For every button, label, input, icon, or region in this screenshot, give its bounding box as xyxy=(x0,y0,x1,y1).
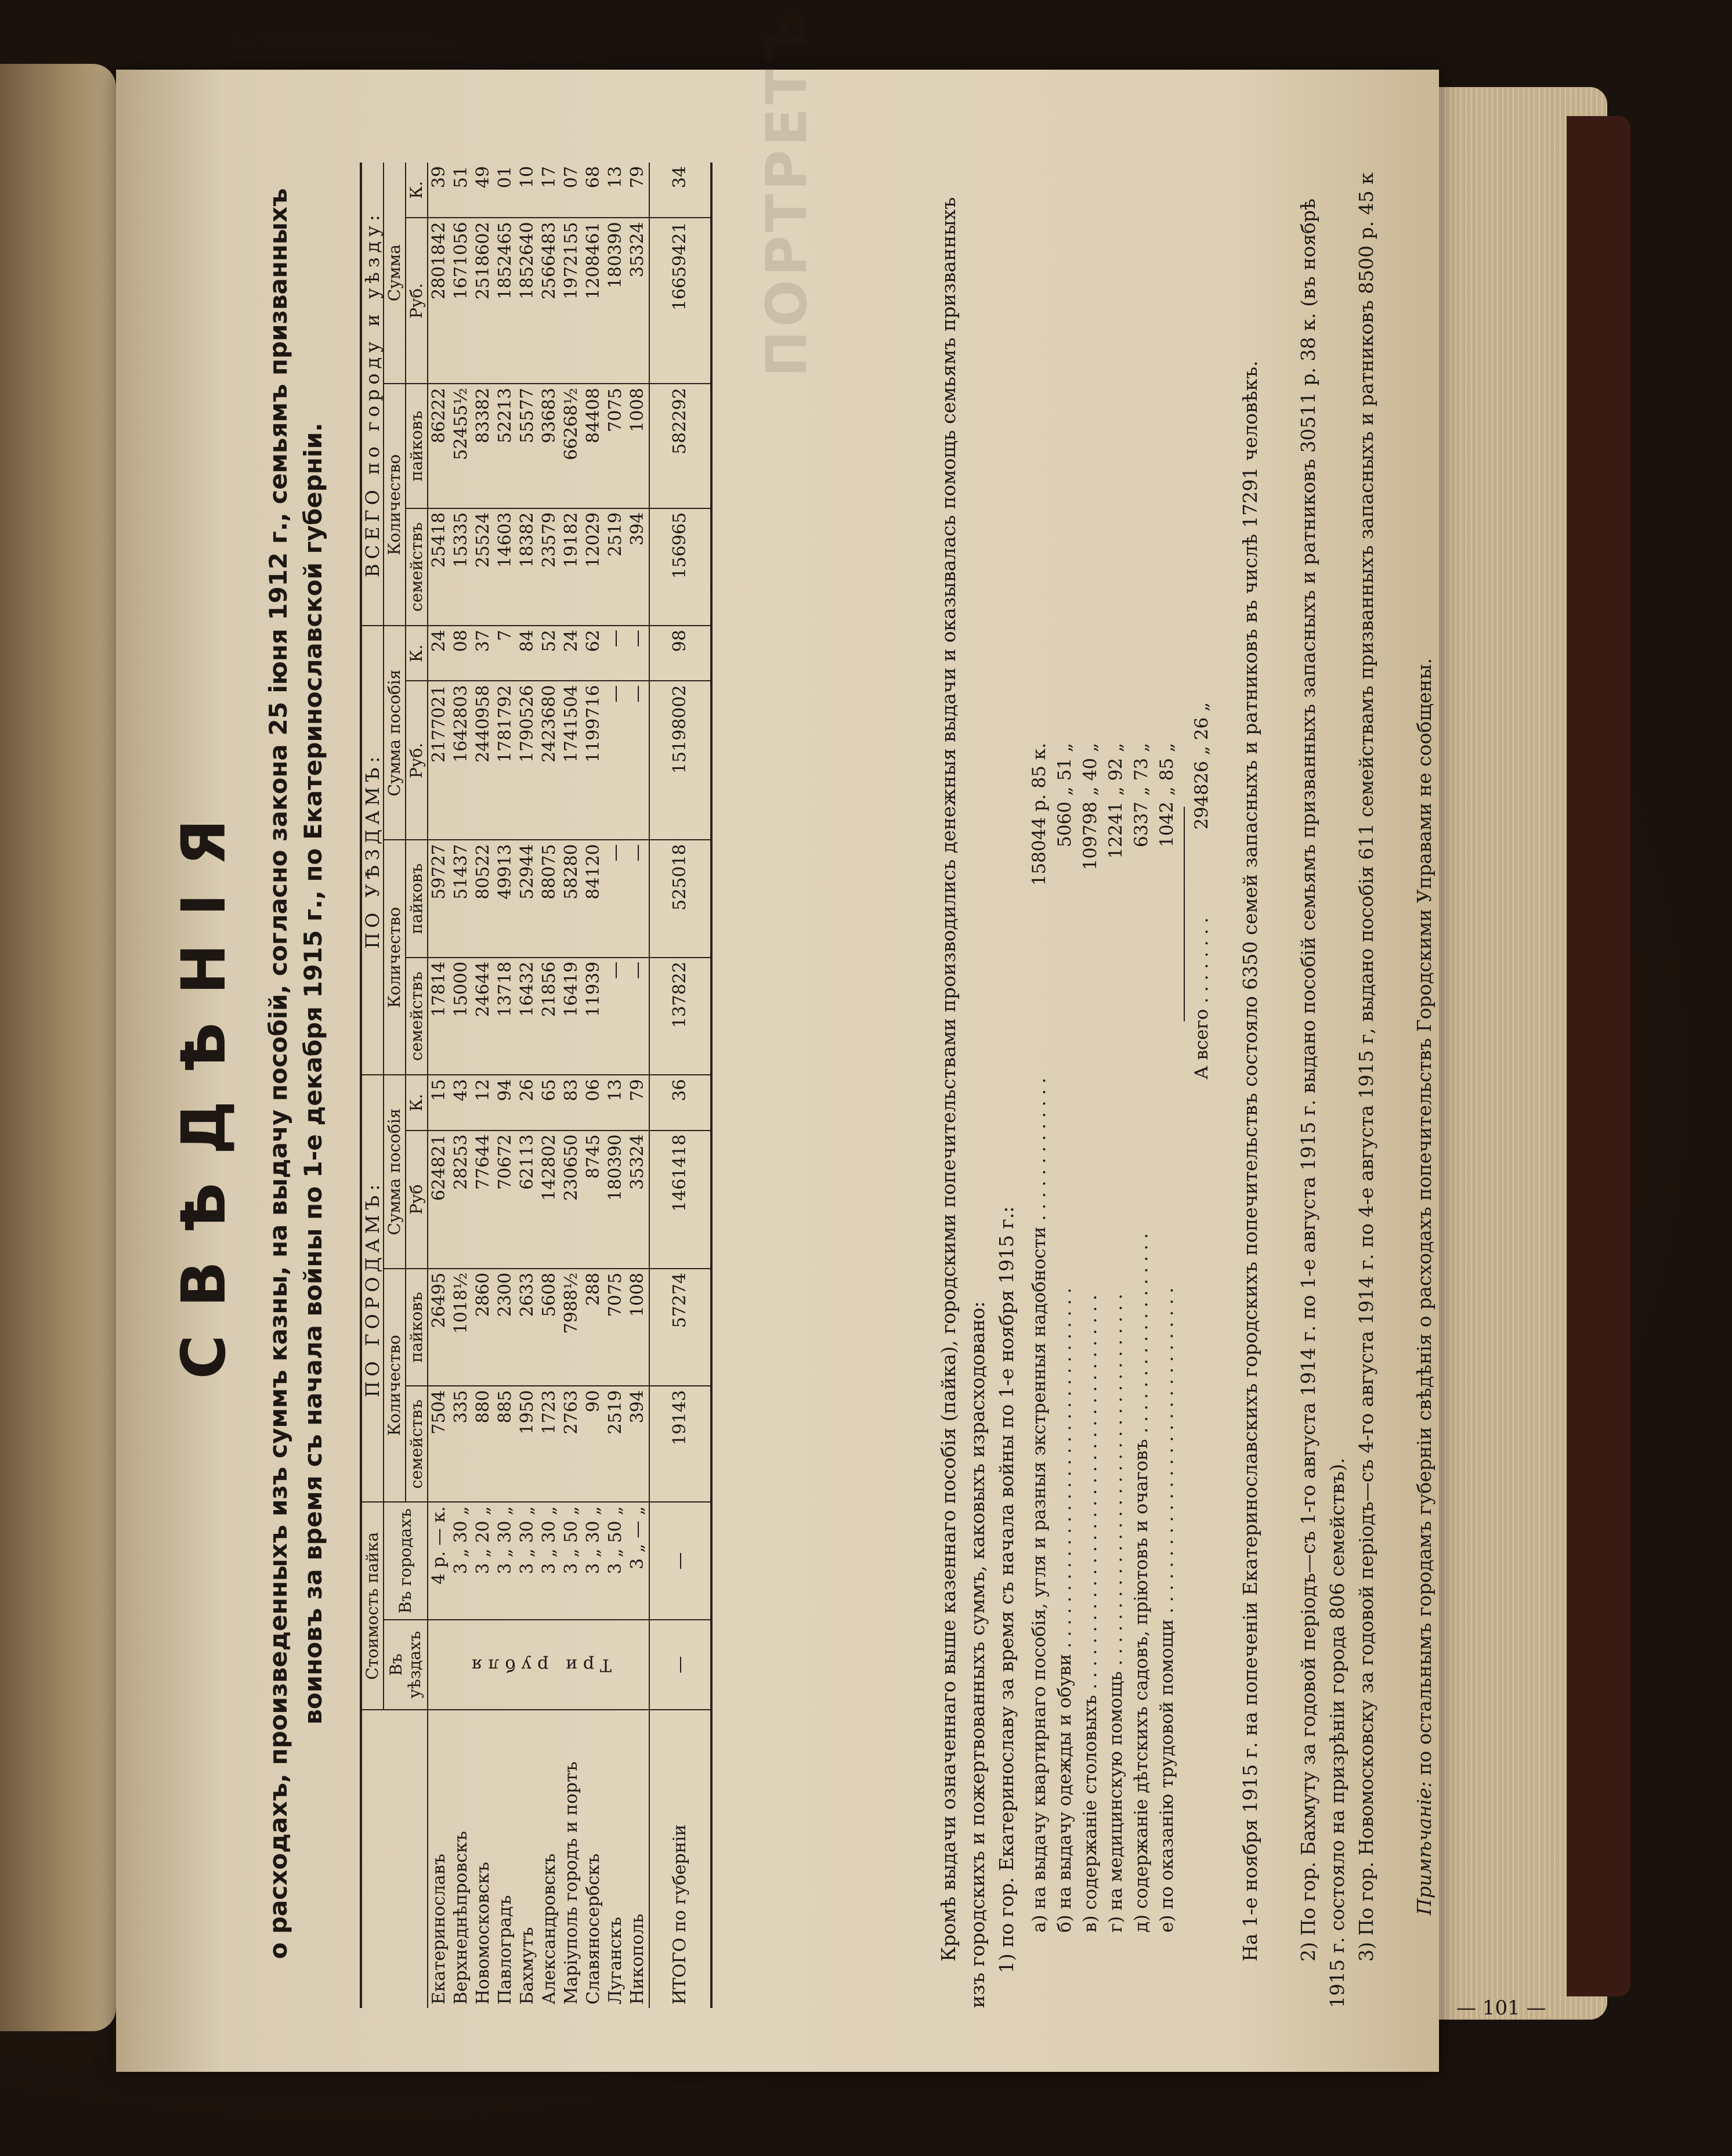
header-by-cities: ПО ГОРОДАМЪ: xyxy=(361,1075,384,1502)
uezd-cost-cell: Три рубля xyxy=(428,1620,649,1710)
cell-uf: 21856 xyxy=(538,958,561,1075)
row-name: Луганскъ xyxy=(605,1917,625,2005)
cell-ck: 06 xyxy=(583,1075,605,1130)
note-label: Примѣчаніе: xyxy=(1413,1781,1436,1915)
total-cell-tr: 582292 xyxy=(649,384,711,508)
expense-amount: 12241 „ 92 „ xyxy=(1105,743,1126,859)
cell-cr: 5608 xyxy=(538,1269,561,1386)
total-cell-trub: 16659421 xyxy=(649,218,711,384)
cell-urub: 1642803 xyxy=(450,681,472,840)
cell-tk: 17 xyxy=(538,162,561,218)
total-cell-cr: 57274 xyxy=(649,1269,711,1386)
header-total-rations: пайковъ xyxy=(406,384,428,508)
cell-uk: 37 xyxy=(472,626,494,681)
cell-uk: 84 xyxy=(516,626,538,681)
cell-crub: 142802 xyxy=(538,1131,561,1269)
row-name: Никополь xyxy=(627,1913,648,2005)
header-cost-city: Въ городахъ xyxy=(384,1502,428,1619)
cell-urub: 1790526 xyxy=(516,681,538,840)
cell-ur: 59727 xyxy=(428,840,450,957)
cell-tr: 66268½ xyxy=(561,384,583,508)
expense-total-row xyxy=(1189,696,1218,1451)
cell-uk: 24 xyxy=(428,626,450,681)
cell-ur: 88075 xyxy=(538,840,561,957)
cell-crub: 8745 xyxy=(583,1131,605,1269)
cell-ck: 12 xyxy=(472,1075,494,1130)
page-title: СВѢДѢНІЯ xyxy=(168,791,239,1379)
expense-item xyxy=(1027,714,1053,1933)
row-name: Славяносербскъ xyxy=(583,1853,603,2005)
cell-cf: 2763 xyxy=(561,1386,583,1502)
expense-item xyxy=(1078,714,1104,1933)
cell-ck: 79 xyxy=(627,1075,649,1130)
cell-uf: 17814 xyxy=(428,958,450,1075)
cell-urub: 1199716 xyxy=(583,681,605,840)
cell-tk: 68 xyxy=(583,162,605,218)
cell-ur: 51437 xyxy=(450,840,472,957)
cell-cf: 394 xyxy=(627,1386,649,1502)
city-cost-cell: 4 р. — к. xyxy=(428,1502,450,1619)
header-uezd-amount: Сумма пособія xyxy=(384,626,406,840)
expense-item xyxy=(1104,714,1129,1933)
total-cell-crub: 1461418 xyxy=(649,1131,711,1269)
cell-tr: 52213 xyxy=(494,384,516,508)
cell-uk: 08 xyxy=(450,626,472,681)
cell-ur: — xyxy=(627,840,649,957)
note xyxy=(1410,162,1439,2008)
total-cell-uk: 98 xyxy=(649,626,711,681)
city-cost-cell: 3 „ 50 „ xyxy=(561,1502,583,1619)
table-row xyxy=(627,162,649,2008)
cell-tk: 49 xyxy=(472,162,494,218)
cell-tr: 1008 xyxy=(627,384,649,508)
header-uezd-qty: Количество xyxy=(384,840,406,1075)
sum-line xyxy=(1184,807,1185,1021)
left-page-edge xyxy=(0,64,116,2031)
table-row xyxy=(583,162,605,2008)
cell-uf: — xyxy=(605,958,627,1075)
cell-trub: 2566483 xyxy=(538,218,561,384)
cell-uk: 62 xyxy=(583,626,605,681)
cell-trub: 1671056 xyxy=(450,218,472,384)
header-total: ВСЕГО по городу и уѣзду: xyxy=(361,162,384,626)
cell-tk: 51 xyxy=(450,162,472,218)
header-city-qty: Количество xyxy=(384,1269,406,1503)
cell-tr: 83382 xyxy=(472,384,494,508)
cell-ck: 65 xyxy=(538,1075,561,1130)
row-name: Бахмутъ xyxy=(517,1927,537,2005)
cell-tf: 19182 xyxy=(561,508,583,626)
city-cost-cell: 3 „ 30 „ xyxy=(450,1502,472,1619)
cell-uk: — xyxy=(627,626,649,681)
page-subtitle: о расходахъ, произведенныхъ изъ суммъ казны, на выдачу пособій, согласно закона 25 іюня 1912 г., семьямъ призванныхъ воиновъ за время съ начала войны по 1-е декабря 1915 г., по Екатеринославской губерніи. xyxy=(264,188,327,1959)
header-city-amount: Сумма пособія xyxy=(384,1075,406,1268)
cell-uf: 16419 xyxy=(561,958,583,1075)
header-by-uezds: ПО УѢЗДАМЪ: xyxy=(361,626,384,1075)
cell-trub: 1852465 xyxy=(494,218,516,384)
bleed-through-text: ПОРТРЕТЪ xyxy=(754,7,819,377)
header-cost: Стоимость пайка xyxy=(361,1502,384,1710)
row-name: Маріуполь городъ и портъ xyxy=(561,1761,581,2005)
header-total-amount: Сумма xyxy=(384,162,406,384)
table-row xyxy=(494,162,516,2008)
table-row xyxy=(538,162,561,2008)
cell-uf: 11939 xyxy=(583,958,605,1075)
header-total-qty: Количество xyxy=(384,384,406,626)
cell-uk: — xyxy=(605,626,627,681)
table-row xyxy=(605,162,627,2008)
cell-urub: 2440958 xyxy=(472,681,494,840)
city-cost-cell: 3 „ 30 „ xyxy=(538,1502,561,1619)
cell-tf: 25418 xyxy=(428,508,450,626)
cell-tr: 52455½ xyxy=(450,384,472,508)
cell-tk: 13 xyxy=(605,162,627,218)
header-uezd-rub: Руб. xyxy=(406,681,428,840)
cell-trub: 35324 xyxy=(627,218,649,384)
table-row xyxy=(428,162,450,2008)
cell-tf: 18382 xyxy=(516,508,538,626)
city-cost-cell: 3 „ 30 „ xyxy=(516,1502,538,1619)
total-cost-uezd: — xyxy=(649,1620,711,1710)
header-city-rations: пайковъ xyxy=(406,1269,428,1386)
cell-tk: 39 xyxy=(428,162,450,218)
note-text: по остальнымъ городамъ губерніи свѣдѣнія о расходахъ попечительствъ Городскими Управами не сообщены. xyxy=(1413,658,1436,1775)
expense-label: д) содержаніе дѣтскихъ садовъ, пріютовъ и очаговъ . . . . . . . . . . . . . . . . . . xyxy=(1131,1233,1152,1933)
cell-cr: 288 xyxy=(583,1269,605,1386)
cell-cr: 26495 xyxy=(428,1269,450,1386)
cell-tk: 07 xyxy=(561,162,583,218)
expense-amount: 6337 „ 73 „ xyxy=(1131,743,1152,848)
city-cost-cell: 3 „ 50 „ xyxy=(605,1502,627,1619)
rotated-document xyxy=(145,139,1546,2031)
cell-tf: 394 xyxy=(627,508,649,626)
cell-ck: 26 xyxy=(516,1075,538,1130)
cell-uk: 24 xyxy=(561,626,583,681)
total-row xyxy=(649,162,711,2008)
expense-item xyxy=(1053,714,1078,1933)
header-city-kop: К. xyxy=(406,1075,428,1130)
cell-uf: — xyxy=(627,958,649,1075)
cell-cf: 2519 xyxy=(605,1386,627,1502)
total-cell-tf: 156965 xyxy=(649,508,711,626)
row-name: Верхнеднѣпровскъ xyxy=(451,1830,471,2005)
city-cost-cell: 3 „ 30 „ xyxy=(583,1502,605,1619)
cell-cf: 1950 xyxy=(516,1386,538,1502)
expense-item xyxy=(1129,714,1155,1933)
header-total-families: семействъ xyxy=(406,508,428,626)
cell-cr: 1018½ xyxy=(450,1269,472,1386)
expense-amount: 158044 р. 85 к. xyxy=(1029,743,1050,886)
cell-uf: 24644 xyxy=(472,958,494,1075)
city-cost-cell: 3 „ — „ xyxy=(627,1502,649,1619)
cell-tk: 10 xyxy=(516,162,538,218)
header-total-rub: Руб. xyxy=(406,218,428,384)
cell-cr: 7075 xyxy=(605,1269,627,1386)
cell-crub: 70672 xyxy=(494,1131,516,1269)
header-uezd-families: семействъ xyxy=(406,958,428,1075)
cell-cf: 880 xyxy=(472,1386,494,1502)
cell-cf: 7504 xyxy=(428,1386,450,1502)
cell-cr: 2633 xyxy=(516,1269,538,1386)
cell-trub: 2801842 xyxy=(428,218,450,384)
total-cell-uf: 137822 xyxy=(649,958,711,1075)
header-uezd-kop: К. xyxy=(406,626,428,681)
cell-tr: 86222 xyxy=(428,384,450,508)
cell-trub: 1208461 xyxy=(583,218,605,384)
expense-total-amount: 294826 „ 26 „ xyxy=(1191,702,1212,830)
cell-crub: 28253 xyxy=(450,1131,472,1269)
expense-label: г) на медицинскую помощь . . . . . . . . . . . . . . . . . . . . . . . . . . . . . . . . . xyxy=(1105,1294,1126,1933)
cell-uf: 13718 xyxy=(494,958,516,1075)
book-cover xyxy=(1567,116,1630,1996)
cell-crub: 624821 xyxy=(428,1131,450,1269)
cell-uf: 16432 xyxy=(516,958,538,1075)
cell-crub: 230650 xyxy=(561,1131,583,1269)
header-uezd-rations: пайковъ xyxy=(406,840,428,957)
total-cost-city: — xyxy=(649,1502,711,1619)
cell-crub: 180390 xyxy=(605,1131,627,1269)
cell-trub: 2518602 xyxy=(472,218,494,384)
cell-ur: — xyxy=(605,840,627,957)
table-row xyxy=(450,162,472,2008)
expense-label: а) на выдачу квартирнаго пособія, угля и разныя экстренныя надобности . . . . . . . . . . . . . xyxy=(1029,1078,1050,1933)
expense-table xyxy=(360,162,713,2008)
expense-amount: 109798 „ 40 „ xyxy=(1080,743,1101,871)
cell-urub: 2177021 xyxy=(428,681,450,840)
total-cell-tk: 34 xyxy=(649,162,711,218)
cell-cf: 335 xyxy=(450,1386,472,1502)
paragraph-5: 3) По гор. Новомосковску за годовой періодъ—съ 4-го августа 1914 г. по 4-е августа 1915 г, выдано пособія 611 семействамъ призванныхъ запасныхъ и ратниковъ 8500 р. 45 к xyxy=(1355,172,1377,1962)
expense-total-label: А всего . . . . . . . . xyxy=(1191,917,1212,1079)
header-city-rub: Руб xyxy=(406,1131,428,1269)
header-cost-uezd: Въ уѣздахъ xyxy=(384,1620,428,1710)
total-cell-urub: 15198002 xyxy=(649,681,711,840)
cell-cr: 1008 xyxy=(627,1269,649,1386)
cell-tf: 2519 xyxy=(605,508,627,626)
cell-tk: 01 xyxy=(494,162,516,218)
cell-trub: 180390 xyxy=(605,218,627,384)
expense-label: в) содержаніе столовыхъ . . . . . . . . . . . . . . . . . . . . . . . . . . . . . . . . . . . xyxy=(1080,1294,1101,1933)
cell-cr: 2860 xyxy=(472,1269,494,1386)
cell-tr: 93683 xyxy=(538,384,561,508)
cell-tr: 7075 xyxy=(605,384,627,508)
cell-cf: 885 xyxy=(494,1386,516,1502)
header-name xyxy=(361,1710,428,2008)
cell-ck: 13 xyxy=(605,1075,627,1130)
cell-ur: 49913 xyxy=(494,840,516,957)
header-city-families: семействъ xyxy=(406,1386,428,1502)
cell-crub: 77644 xyxy=(472,1131,494,1269)
expense-item xyxy=(1155,714,1180,1933)
total-cell-cf: 19143 xyxy=(649,1386,711,1502)
city-cost-cell: 3 „ 30 „ xyxy=(494,1502,516,1619)
cell-tf: 14603 xyxy=(494,508,516,626)
cell-trub: 1852640 xyxy=(516,218,538,384)
expense-label: б) на выдачу одежды и обуви . . . . . . . . . . . . . . . . . . . . . . . . . . . . . . . . xyxy=(1054,1288,1075,1933)
cell-ur: 84120 xyxy=(583,840,605,957)
cell-ur: 80522 xyxy=(472,840,494,957)
row-name: Александровскъ xyxy=(539,1853,559,2005)
cell-tr: 84408 xyxy=(583,384,605,508)
header-total-kop: К. xyxy=(406,162,428,218)
expense-list xyxy=(1027,714,1213,1933)
cell-urub: 1781792 xyxy=(494,681,516,840)
cell-urub: — xyxy=(627,681,649,840)
cell-uk: 7 xyxy=(494,626,516,681)
cell-ck: 15 xyxy=(428,1075,450,1130)
cell-crub: 35324 xyxy=(627,1131,649,1269)
cell-tf: 12029 xyxy=(583,508,605,626)
cell-ck: 94 xyxy=(494,1075,516,1130)
table-row xyxy=(472,162,494,2008)
cell-ur: 52944 xyxy=(516,840,538,957)
row-name: Екатеринославъ xyxy=(429,1854,449,2005)
cell-tf: 25524 xyxy=(472,508,494,626)
cell-urub: 2423680 xyxy=(538,681,561,840)
table-row xyxy=(516,162,538,2008)
cell-cf: 1723 xyxy=(538,1386,561,1502)
paragraph-1: Кромѣ выдачи означеннаго выше казеннаго пособія (пайка), городскими попечительствами производились денежныя выдачи и оказывалась помощь семьямъ призванныхъ изъ городскихъ и пожертвованныхъ суммъ, каковыхъ израсходовано: xyxy=(937,197,989,2008)
expense-amount: 1042 „ 85 „ xyxy=(1156,743,1177,848)
cell-crub: 62113 xyxy=(516,1131,538,1269)
cell-ur: 58280 xyxy=(561,840,583,957)
row-name: Новомосковскъ xyxy=(473,1862,493,2005)
row-name: Павлоградъ xyxy=(495,1895,515,2005)
cell-uf: 15000 xyxy=(450,958,472,1075)
cell-trub: 1972155 xyxy=(561,218,583,384)
paragraph-2: 1) по гор. Екатеринославу за время съ начала войны по 1-е ноября 1915 г.: xyxy=(995,1206,1018,1973)
cell-urub: — xyxy=(605,681,627,840)
total-cell-ck: 36 xyxy=(649,1075,711,1130)
cell-tk: 79 xyxy=(627,162,649,218)
city-cost-cell: 3 „ 20 „ xyxy=(472,1502,494,1619)
cell-uk: 52 xyxy=(538,626,561,681)
cell-urub: 1741504 xyxy=(561,681,583,840)
cell-ck: 83 xyxy=(561,1075,583,1130)
cell-cf: 90 xyxy=(583,1386,605,1502)
paragraph-3: На 1-е ноября 1915 г. на попеченіи Екатеринославскихъ городскихъ попечительствъ состояло 6350 семей запасныхъ и ратниковъ въ числѣ 17291 человѣкъ. xyxy=(1239,360,1261,1962)
total-cell-ur: 525018 xyxy=(649,840,711,957)
cell-cr: 2300 xyxy=(494,1269,516,1386)
paragraph-4: 2) По гор. Бахмуту за годовой періодъ—съ 1-го августа 1914 г. по 1-е августа 1915 г. выдано пособій семьямъ призванныхъ запасныхъ и ратниковъ 30511 р. 38 к. (въ ноябрѣ 1915 г. состояло на призрѣніи города 806 семействъ). xyxy=(1297,198,1348,2008)
cell-cr: 7988½ xyxy=(561,1269,583,1386)
expense-label: е) по оказанію трудовой помощи . . . . . . . . . . . . . . . . . . . . . . . . . . . . . xyxy=(1156,1287,1177,1933)
total-row-name: ИТОГО по губерніи xyxy=(649,1710,711,2008)
expense-amount: 5060 „ 51 „ xyxy=(1054,743,1075,848)
cell-tf: 23579 xyxy=(538,508,561,626)
cell-ck: 43 xyxy=(450,1075,472,1130)
table-row xyxy=(561,162,583,2008)
cell-tf: 15335 xyxy=(450,508,472,626)
page-number: — 101 — xyxy=(1456,1996,1546,2020)
cell-tr: 55577 xyxy=(516,384,538,508)
